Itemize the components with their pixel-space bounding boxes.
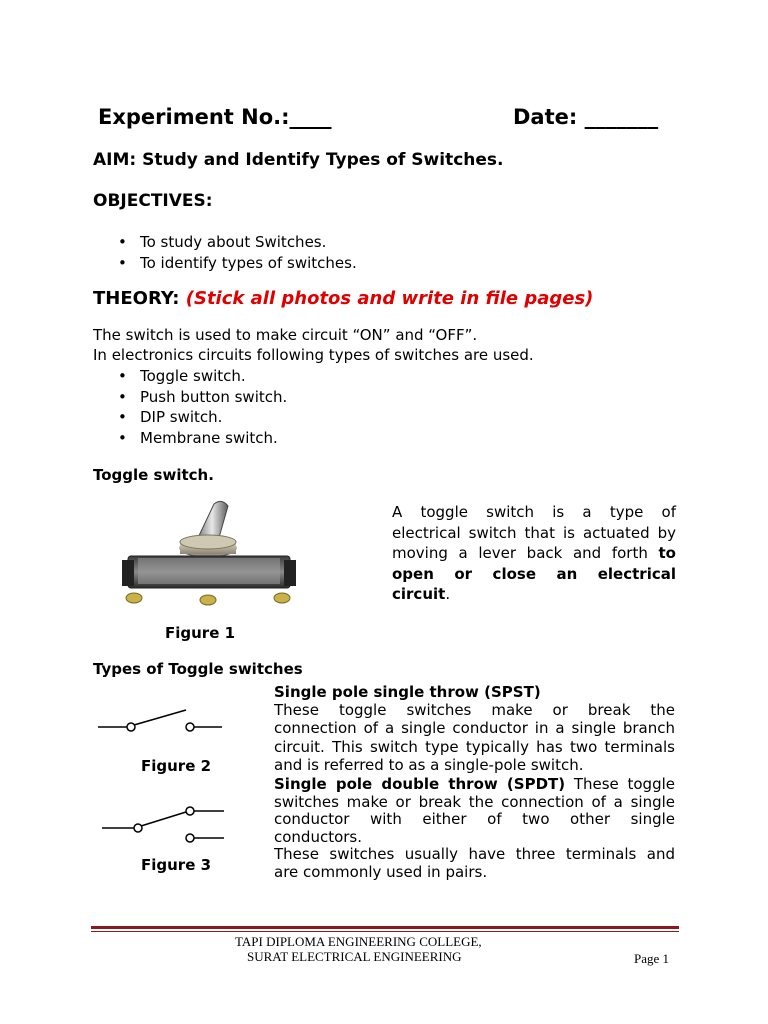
footer-rule-thin xyxy=(91,931,679,932)
theory-note: (Stick all photos and write in file pages) xyxy=(185,288,594,309)
spdt-line: conductor with either of two other single xyxy=(274,810,675,828)
spst-symbol-diagram xyxy=(96,700,226,740)
aim-label: AIM xyxy=(93,150,130,170)
toggle-switch-photo xyxy=(118,498,298,610)
toggle-switch-heading: Toggle switch. xyxy=(93,466,214,484)
spst-line: and is referred to as a single-pole switch. xyxy=(274,755,584,774)
page-number: Page 1 xyxy=(634,951,670,966)
list-item: • Membrane switch. xyxy=(116,428,287,449)
experiment-number-label: Experiment No.:____ xyxy=(98,105,332,129)
spdt-symbol-diagram xyxy=(100,800,230,844)
spst-line: circuit. This switch type typically has two terminals xyxy=(274,737,675,756)
list-item: • Toggle switch. xyxy=(116,366,287,387)
spdt-description xyxy=(274,776,675,881)
date-label: Date: _______ xyxy=(513,105,659,129)
list-item: • DIP switch. xyxy=(116,407,287,428)
spdt-line: are commonly used in pairs. xyxy=(274,862,488,881)
theory-heading-line xyxy=(93,288,593,309)
footer-college-name: TAPI DIPLOMA ENGINEERING COLLEGE, xyxy=(235,934,482,949)
spdt-line: conductors. xyxy=(274,827,363,846)
spst-title: Single pole single throw (SPST) xyxy=(274,683,541,701)
aim-text: : Study and Identify Types of Switches. xyxy=(129,150,504,170)
spdt-line: Single pole double throw (SPDT) These toggle xyxy=(274,775,675,793)
figure-1-caption: Figure 1 xyxy=(165,624,236,642)
objectives-list xyxy=(116,232,357,273)
spst-line: connection of a single conductor in a single branch xyxy=(274,719,675,738)
desc-line: A toggle switch is a type of xyxy=(392,503,676,521)
types-heading: Types of Toggle switches xyxy=(93,660,303,678)
list-item: • Push button switch. xyxy=(116,387,287,408)
aim-line xyxy=(93,150,503,170)
spdt-line: These switches usually have three terminals and xyxy=(274,845,675,863)
theory-line-1: The switch is used to make circuit “ON” and “OFF”. xyxy=(93,326,478,344)
desc-line: electrical switch that is actuated by xyxy=(392,523,676,542)
toggle-description xyxy=(392,502,676,605)
footer-department: SURAT ELECTRICAL ENGINEERING xyxy=(247,949,462,964)
figure-2-caption: Figure 2 xyxy=(141,757,212,775)
theory-heading: THEORY: xyxy=(93,288,180,309)
objectives-heading: OBJECTIVES: xyxy=(93,191,213,211)
spdt-line: switches make or break the connection of a single xyxy=(274,792,675,811)
desc-line: circuit. xyxy=(392,585,451,603)
list-item: • To identify types of switches. xyxy=(116,253,357,274)
desc-line: open or close an electrical xyxy=(392,564,676,583)
list-item: • To study about Switches. xyxy=(116,232,357,253)
spst-description xyxy=(274,683,675,774)
desc-line: moving a lever back and forth to xyxy=(392,544,676,562)
theory-line-2: In electronics circuits following types of switches are used. xyxy=(93,346,534,364)
footer-rule xyxy=(91,926,679,929)
switch-types-list xyxy=(116,366,287,448)
spst-line: These toggle switches make or break the xyxy=(274,701,675,720)
figure-3-caption: Figure 3 xyxy=(141,856,212,874)
